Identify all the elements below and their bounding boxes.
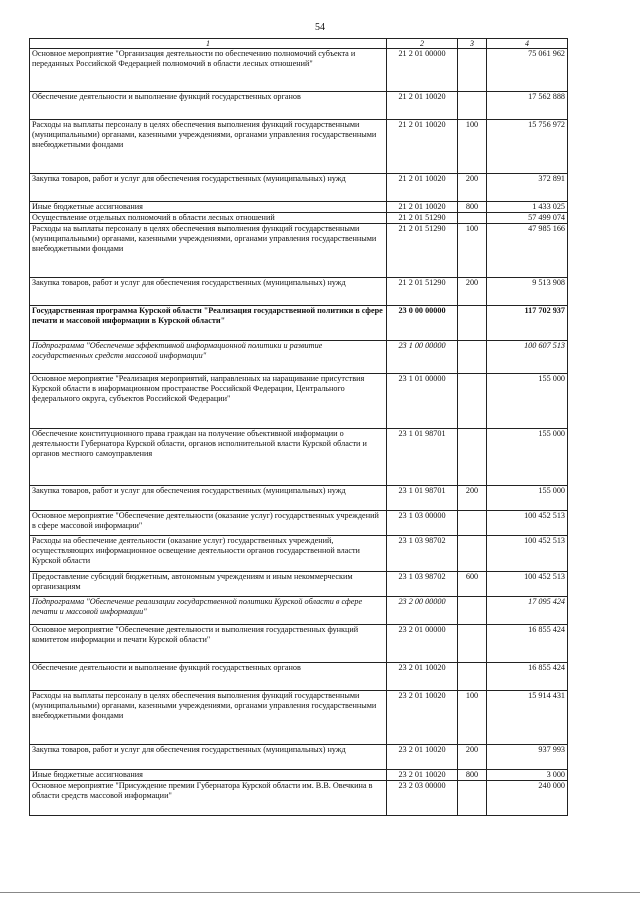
row-code-cell: 21 2 01 10020 <box>387 174 458 202</box>
table-row <box>30 625 568 663</box>
row-vr-cell <box>458 781 487 816</box>
row-code-cell: 21 2 01 51290 <box>387 224 458 278</box>
row-vr-cell: 800 <box>458 770 487 781</box>
row-code-cell: 23 1 03 98702 <box>387 572 458 597</box>
row-name-cell: Закупка товаров, работ и услуг для обеспечения государственных (муниципальных) нужд <box>30 745 387 770</box>
row-sum-cell: 937 993 <box>487 745 568 770</box>
row-code-cell: 23 2 01 10020 <box>387 691 458 745</box>
row-vr-cell <box>458 663 487 691</box>
row-vr-cell: 200 <box>458 745 487 770</box>
row-code-cell: 23 1 00 00000 <box>387 341 458 374</box>
table-row <box>30 691 568 745</box>
row-code-cell: 23 2 01 10020 <box>387 770 458 781</box>
row-name-cell: Основное мероприятие "Обеспечение деятельности (оказание услуг) государственных учреждений в сфере массовой информации" <box>30 511 387 536</box>
row-vr-cell <box>458 511 487 536</box>
row-code-cell: 21 2 01 51290 <box>387 278 458 306</box>
row-sum-cell: 57 499 074 <box>487 213 568 224</box>
table-row <box>30 213 568 224</box>
row-sum-cell: 117 702 937 <box>487 306 568 341</box>
table-row <box>30 770 568 781</box>
row-vr-cell: 100 <box>458 224 487 278</box>
row-vr-cell <box>458 597 487 625</box>
row-code-cell: 23 2 01 00000 <box>387 625 458 663</box>
row-sum-cell: 100 452 513 <box>487 536 568 572</box>
row-sum-cell: 155 000 <box>487 374 568 429</box>
table-row <box>30 92 568 120</box>
row-sum-cell: 100 607 513 <box>487 341 568 374</box>
row-sum-cell: 100 452 513 <box>487 511 568 536</box>
row-code-cell: 21 2 01 10020 <box>387 202 458 213</box>
footer-divider <box>0 892 640 893</box>
table-header-row <box>30 39 568 49</box>
row-name-cell: Основное мероприятие "Реализация мероприятий, направленных на наращивание присутствия Курской области в информационном пространстве Российской Федерации, Центрального федерального округа, субъектов Российской Федерации" <box>30 374 387 429</box>
row-name-cell: Расходы на выплаты персоналу в целях обеспечения выполнения функций государственными (муниципальными) органами, казенными учреждениями, органами управления государственными внебюджетными фондами <box>30 691 387 745</box>
row-name-cell: Подпрограмма "Обеспечение реализации государственной политики Курской области в сфере печати и массовой информации" <box>30 597 387 625</box>
row-sum-cell: 240 000 <box>487 781 568 816</box>
row-vr-cell <box>458 213 487 224</box>
row-code-cell: 23 2 01 10020 <box>387 745 458 770</box>
row-vr-cell: 800 <box>458 202 487 213</box>
table-row <box>30 174 568 202</box>
row-name-cell: Расходы на выплаты персоналу в целях обеспечения выполнения функций государственными (муниципальными) органами, казенными учреждениями, органами управления государственными внебюджетными фондами <box>30 224 387 278</box>
row-name-cell: Иные бюджетные ассигнования <box>30 202 387 213</box>
row-name-cell: Государственная программа Курской области "Реализация государственной политики в сфере печати и массовой информации в Курской области" <box>30 306 387 341</box>
row-code-cell: 23 1 01 98701 <box>387 486 458 511</box>
row-vr-cell: 200 <box>458 486 487 511</box>
table-row <box>30 781 568 816</box>
row-name-cell: Осуществление отдельных полномочий в области лесных отношений <box>30 213 387 224</box>
row-code-cell: 23 1 03 00000 <box>387 511 458 536</box>
row-name-cell: Предоставление субсидий бюджетным, автономным учреждениям и иным некоммерческим организациям <box>30 572 387 597</box>
table-row <box>30 120 568 174</box>
row-sum-cell: 47 985 166 <box>487 224 568 278</box>
row-vr-cell <box>458 49 487 92</box>
row-code-cell: 23 1 01 98701 <box>387 429 458 486</box>
row-sum-cell: 3 000 <box>487 770 568 781</box>
row-sum-cell: 1 433 025 <box>487 202 568 213</box>
table-row <box>30 597 568 625</box>
row-name-cell: Иные бюджетные ассигнования <box>30 770 387 781</box>
header-col-vr: 3 <box>458 39 487 49</box>
row-sum-cell: 17 095 424 <box>487 597 568 625</box>
row-code-cell: 23 1 01 00000 <box>387 374 458 429</box>
table-row <box>30 745 568 770</box>
row-vr-cell: 200 <box>458 278 487 306</box>
row-vr-cell <box>458 92 487 120</box>
row-code-cell: 21 2 01 00000 <box>387 49 458 92</box>
row-sum-cell: 15 914 431 <box>487 691 568 745</box>
row-name-cell: Обеспечение деятельности и выполнение функций государственных органов <box>30 663 387 691</box>
table-row <box>30 341 568 374</box>
row-code-cell: 23 0 00 00000 <box>387 306 458 341</box>
row-vr-cell <box>458 374 487 429</box>
row-name-cell: Основное мероприятие "Присуждение премии Губернатора Курской области им. В.В. Овечкина в области средств массовой информации" <box>30 781 387 816</box>
row-vr-cell: 100 <box>458 691 487 745</box>
row-vr-cell <box>458 306 487 341</box>
table-row <box>30 572 568 597</box>
table-row <box>30 202 568 213</box>
row-sum-cell: 75 061 962 <box>487 49 568 92</box>
row-code-cell: 21 2 01 10020 <box>387 92 458 120</box>
table-row <box>30 306 568 341</box>
table-row <box>30 486 568 511</box>
row-code-cell: 23 1 03 98702 <box>387 536 458 572</box>
row-vr-cell <box>458 625 487 663</box>
row-sum-cell: 100 452 513 <box>487 572 568 597</box>
table-row <box>30 429 568 486</box>
row-code-cell: 21 2 01 51290 <box>387 213 458 224</box>
row-name-cell: Расходы на выплаты персоналу в целях обеспечения выполнения функций государственными (муниципальными) органами, казенными учреждениями, органами управления государственными внебюджетными фондами <box>30 120 387 174</box>
row-sum-cell: 17 562 888 <box>487 92 568 120</box>
row-vr-cell: 200 <box>458 174 487 202</box>
row-code-cell: 23 2 03 00000 <box>387 781 458 816</box>
row-code-cell: 23 2 01 10020 <box>387 663 458 691</box>
row-name-cell: Расходы на обеспечение деятельности (оказание услуг) государственных учреждений, осуществляющих информационное освещение деятельности органов государственной власти Курской области <box>30 536 387 572</box>
row-vr-cell <box>458 429 487 486</box>
header-col-code: 2 <box>387 39 458 49</box>
row-name-cell: Закупка товаров, работ и услуг для обеспечения государственных (муниципальных) нужд <box>30 174 387 202</box>
header-col-name: 1 <box>30 39 387 49</box>
row-vr-cell <box>458 536 487 572</box>
row-vr-cell: 100 <box>458 120 487 174</box>
table-row <box>30 536 568 572</box>
row-sum-cell: 15 756 972 <box>487 120 568 174</box>
row-sum-cell: 155 000 <box>487 429 568 486</box>
row-code-cell: 23 2 00 00000 <box>387 597 458 625</box>
row-name-cell: Закупка товаров, работ и услуг для обеспечения государственных (муниципальных) нужд <box>30 278 387 306</box>
row-sum-cell: 16 855 424 <box>487 625 568 663</box>
page-number: 54 <box>315 22 325 33</box>
table-row <box>30 49 568 92</box>
row-sum-cell: 155 000 <box>487 486 568 511</box>
row-vr-cell <box>458 341 487 374</box>
table-row <box>30 663 568 691</box>
row-sum-cell: 16 855 424 <box>487 663 568 691</box>
row-vr-cell: 600 <box>458 572 487 597</box>
table-row <box>30 278 568 306</box>
row-sum-cell: 9 513 908 <box>487 278 568 306</box>
row-name-cell: Основное мероприятие "Обеспечение деятельности и выполнения государственных функций комитетом информации и печати Курской области" <box>30 625 387 663</box>
row-sum-cell: 372 891 <box>487 174 568 202</box>
row-name-cell: Подпрограмма "Обеспечение эффективной информационной политики и развитие государственных средств массовой информации" <box>30 341 387 374</box>
row-name-cell: Обеспечение деятельности и выполнение функций государственных органов <box>30 92 387 120</box>
header-col-sum: 4 <box>487 39 568 49</box>
budget-table <box>29 38 568 816</box>
table-row <box>30 224 568 278</box>
row-name-cell: Основное мероприятие "Организация деятельности по обеспечению полномочий субъекта и переданных Российской Федерацией полномочий в области лесных отношений" <box>30 49 387 92</box>
table-row <box>30 374 568 429</box>
row-code-cell: 21 2 01 10020 <box>387 120 458 174</box>
table-row <box>30 511 568 536</box>
row-name-cell: Обеспечение конституционного права граждан на получение объективной информации о деятельности Губернатора Курской области, органов исполнительной власти Курской области и органов местного самоуправления <box>30 429 387 486</box>
row-name-cell: Закупка товаров, работ и услуг для обеспечения государственных (муниципальных) нужд <box>30 486 387 511</box>
